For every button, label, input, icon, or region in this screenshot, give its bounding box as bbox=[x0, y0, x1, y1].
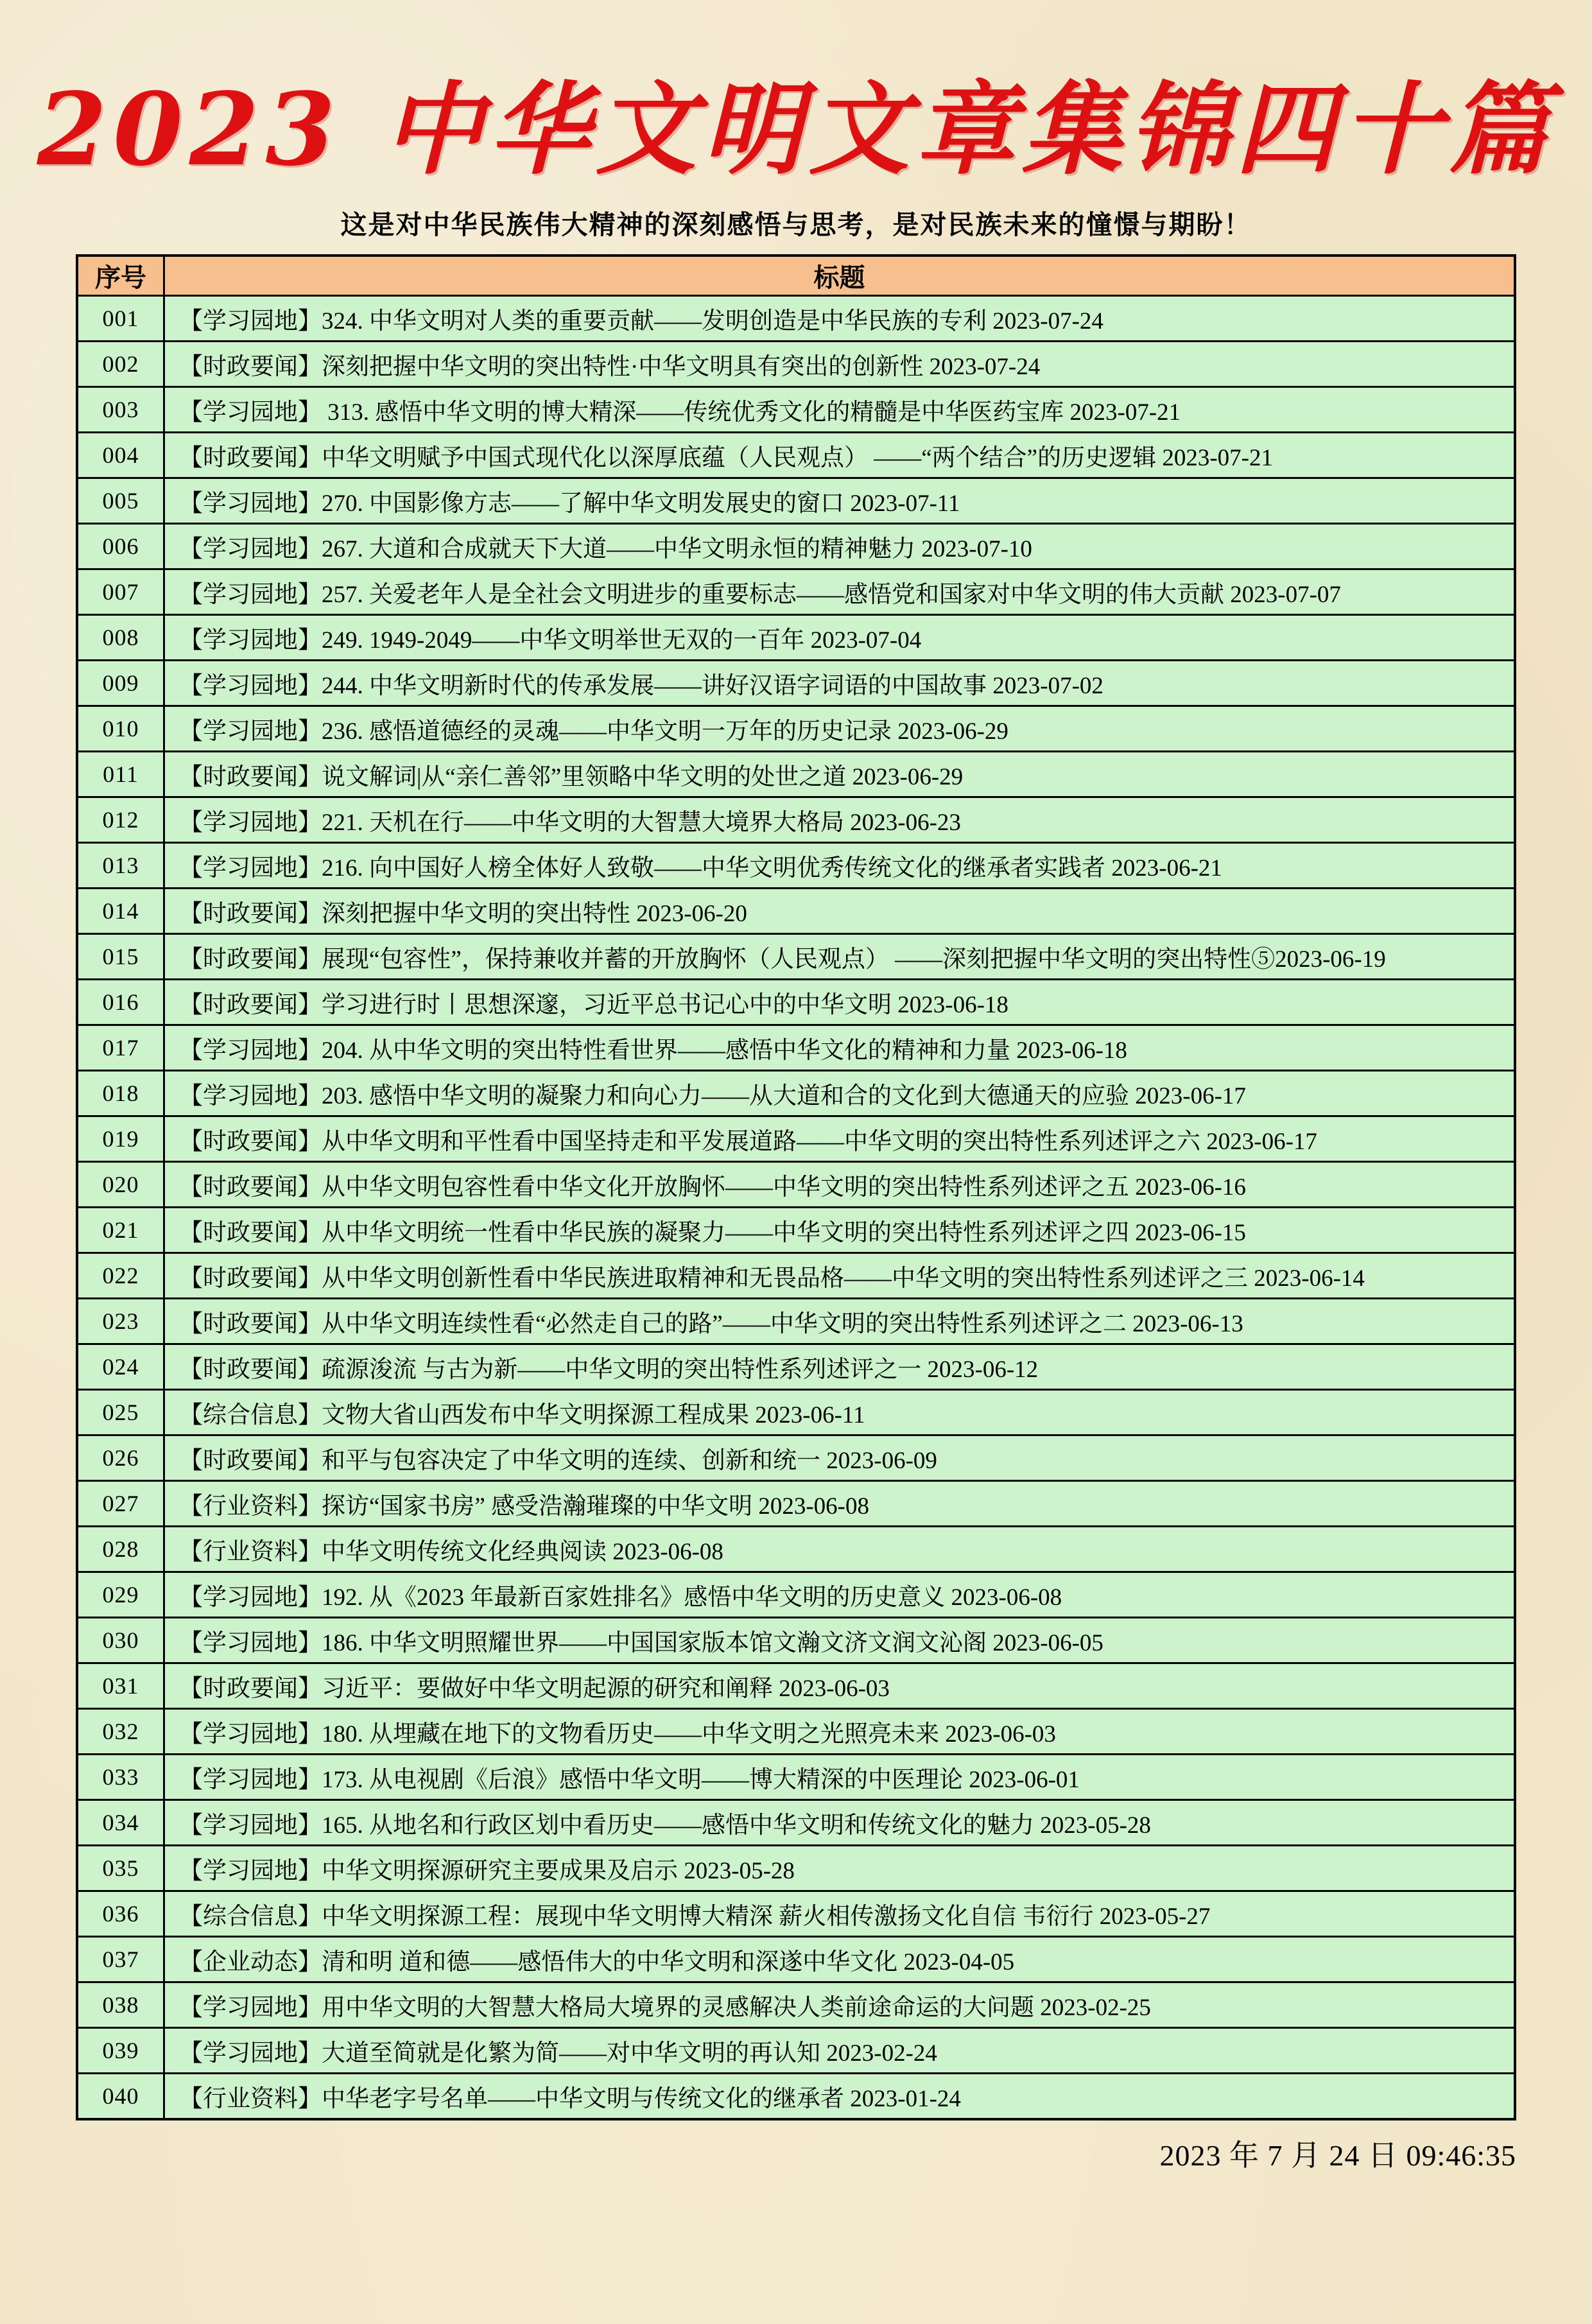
row-index: 011 bbox=[77, 752, 164, 797]
row-index: 035 bbox=[77, 1846, 164, 1891]
row-index: 038 bbox=[77, 1982, 164, 2028]
print-timestamp: 2023 年 7 月 24 日 09:46:35 bbox=[1159, 2139, 1516, 2172]
table-row bbox=[77, 569, 1515, 615]
row-index: 022 bbox=[77, 1253, 164, 1299]
row-title: 【时政要闻】疏源浚流 与古为新——中华文明的突出特性系列述评之一 2023-06-12 bbox=[164, 1344, 1516, 1390]
row-title: 【行业资料】中华文明传统文化经典阅读 2023-06-08 bbox=[164, 1527, 1516, 1572]
row-title: 【学习园地】257. 关爱老年人是全社会文明进步的重要标志——感悟党和国家对中华文明的伟大贡献 2023-07-07 bbox=[164, 569, 1516, 615]
row-title: 【学习园地】173. 从电视剧《后浪》感悟中华文明——博大精深的中医理论 2023-06-01 bbox=[164, 1755, 1516, 1800]
row-title: 【学习园地】204. 从中华文明的突出特性看世界——感悟中华文化的精神和力量 2023-06-18 bbox=[164, 1025, 1516, 1071]
table-row bbox=[77, 1435, 1515, 1481]
row-index: 005 bbox=[77, 478, 164, 524]
table-row bbox=[77, 1025, 1515, 1071]
row-title: 【企业动态】清和明 道和德——感悟伟大的中华文明和深遂中华文化 2023-04-05 bbox=[164, 1937, 1516, 1982]
row-index: 034 bbox=[77, 1800, 164, 1846]
table-row bbox=[77, 1116, 1515, 1162]
table-row bbox=[77, 296, 1515, 342]
row-index: 031 bbox=[77, 1663, 164, 1709]
table-row bbox=[77, 934, 1515, 980]
table-row bbox=[77, 1344, 1515, 1390]
row-index: 008 bbox=[77, 615, 164, 661]
table-row bbox=[77, 615, 1515, 661]
row-title: 【时政要闻】深刻把握中华文明的突出特性 2023-06-20 bbox=[164, 889, 1516, 934]
row-title: 【综合信息】文物大省山西发布中华文明探源工程成果 2023-06-11 bbox=[164, 1390, 1516, 1435]
row-index: 023 bbox=[77, 1299, 164, 1344]
row-index: 013 bbox=[77, 843, 164, 889]
row-title: 【学习园地】180. 从埋藏在地下的文物看历史——中华文明之光照亮未来 2023-06-03 bbox=[164, 1709, 1516, 1755]
row-index: 024 bbox=[77, 1344, 164, 1390]
table-row bbox=[77, 1390, 1515, 1435]
row-title: 【学习园地】267. 大道和合成就天下大道——中华文明永恒的精神魅力 2023-07-10 bbox=[164, 524, 1516, 569]
row-title: 【学习园地】216. 向中国好人榜全体好人致敬——中华文明优秀传统文化的继承者实践者 2023-06-21 bbox=[164, 843, 1516, 889]
table-row bbox=[77, 2074, 1515, 2120]
table-row bbox=[77, 1846, 1515, 1891]
row-index: 025 bbox=[77, 1390, 164, 1435]
table-row bbox=[77, 478, 1515, 524]
table-row bbox=[77, 524, 1515, 569]
row-index: 006 bbox=[77, 524, 164, 569]
table-row bbox=[77, 661, 1515, 706]
article-table-header bbox=[77, 256, 1515, 296]
row-index: 014 bbox=[77, 889, 164, 934]
row-title: 【时政要闻】从中华文明连续性看“必然走自己的路”——中华文明的突出特性系列述评之二 2023-06-13 bbox=[164, 1299, 1516, 1344]
row-index: 007 bbox=[77, 569, 164, 615]
row-title: 【时政要闻】从中华文明创新性看中华民族进取精神和无畏品格——中华文明的突出特性系列述评之三 2023-06-14 bbox=[164, 1253, 1516, 1299]
table-row bbox=[77, 1253, 1515, 1299]
row-title: 【学习园地】221. 天机在行——中华文明的大智慧大境界大格局 2023-06-23 bbox=[164, 797, 1516, 843]
row-index: 032 bbox=[77, 1709, 164, 1755]
table-row bbox=[77, 1299, 1515, 1344]
table-row bbox=[77, 1937, 1515, 1982]
row-title: 【学习园地】270. 中国影像方志——了解中华文明发展史的窗口 2023-07-11 bbox=[164, 478, 1516, 524]
row-index: 002 bbox=[77, 342, 164, 387]
row-index: 033 bbox=[77, 1755, 164, 1800]
article-table bbox=[76, 254, 1516, 2120]
row-title: 【学习园地】186. 中华文明照耀世界——中国国家版本馆文瀚文济文润文沁阁 2023-06-05 bbox=[164, 1618, 1516, 1663]
row-title: 【时政要闻】说文解词|从“亲仁善邻”里领略中华文明的处世之道 2023-06-29 bbox=[164, 752, 1516, 797]
header-row bbox=[77, 256, 1515, 296]
table-row bbox=[77, 1755, 1515, 1800]
table-row bbox=[77, 1527, 1515, 1572]
table-row bbox=[77, 752, 1515, 797]
row-title: 【学习园地】 313. 感悟中华文明的博大精深——传统优秀文化的精髓是中华医药宝库 2023-07-21 bbox=[164, 387, 1516, 433]
row-title: 【时政要闻】展现“包容性”，保持兼收并蓄的开放胸怀（人民观点） ——深刻把握中华文明的突出特性⑤2023-06-19 bbox=[164, 934, 1516, 980]
row-title: 【时政要闻】中华文明赋予中国式现代化以深厚底蕴（人民观点） ——“两个结合”的历史逻辑 2023-07-21 bbox=[164, 433, 1516, 478]
row-index: 003 bbox=[77, 387, 164, 433]
row-index: 018 bbox=[77, 1071, 164, 1116]
table-row bbox=[77, 387, 1515, 433]
table-row bbox=[77, 1618, 1515, 1663]
row-title: 【时政要闻】从中华文明和平性看中国坚持走和平发展道路——中华文明的突出特性系列述评之六 2023-06-17 bbox=[164, 1116, 1516, 1162]
row-title: 【行业资料】中华老字号名单——中华文明与传统文化的继承者 2023-01-24 bbox=[164, 2074, 1516, 2120]
row-title: 【学习园地】用中华文明的大智慧大格局大境界的灵感解决人类前途命运的大问题 2023-02-25 bbox=[164, 1982, 1516, 2028]
row-title: 【综合信息】中华文明探源工程：展现中华文明博大精深 薪火相传激扬文化自信 韦衍行 2023-05-27 bbox=[164, 1891, 1516, 1937]
row-index: 004 bbox=[77, 433, 164, 478]
row-title: 【学习园地】236. 感悟道德经的灵魂——中华文明一万年的历史记录 2023-06-29 bbox=[164, 706, 1516, 752]
table-row bbox=[77, 1709, 1515, 1755]
page-subtitle: 这是对中华民族伟大精神的深刻感悟与思考，是对民族未来的憧憬与期盼！ bbox=[340, 210, 1252, 240]
row-title: 【时政要闻】从中华文明统一性看中华民族的凝聚力——中华文明的突出特性系列述评之四 2023-06-15 bbox=[164, 1208, 1516, 1253]
row-index: 015 bbox=[77, 934, 164, 980]
row-index: 012 bbox=[77, 797, 164, 843]
row-title: 【学习园地】324. 中华文明对人类的重要贡献——发明创造是中华民族的专利 2023-07-24 bbox=[164, 296, 1516, 342]
row-index: 009 bbox=[77, 661, 164, 706]
table-row bbox=[77, 1208, 1515, 1253]
page-title: 2023 中华文明文章集锦四十篇 bbox=[37, 71, 1555, 188]
row-index: 001 bbox=[77, 296, 164, 342]
row-title: 【学习园地】244. 中华文明新时代的传承发展——讲好汉语字词语的中国故事 2023-07-02 bbox=[164, 661, 1516, 706]
table-row bbox=[77, 1572, 1515, 1618]
row-index: 027 bbox=[77, 1481, 164, 1527]
table-row bbox=[77, 433, 1515, 478]
row-index: 010 bbox=[77, 706, 164, 752]
row-title: 【时政要闻】学习进行时丨思想深邃，习近平总书记心中的中华文明 2023-06-18 bbox=[164, 980, 1516, 1025]
row-index: 021 bbox=[77, 1208, 164, 1253]
row-index: 039 bbox=[77, 2028, 164, 2074]
row-index: 017 bbox=[77, 1025, 164, 1071]
row-index: 019 bbox=[77, 1116, 164, 1162]
table-row bbox=[77, 1891, 1515, 1937]
table-row bbox=[77, 2028, 1515, 2074]
row-index: 040 bbox=[77, 2074, 164, 2120]
row-title: 【学习园地】大道至简就是化繁为简——对中华文明的再认知 2023-02-24 bbox=[164, 2028, 1516, 2074]
column-header-index: 序号 bbox=[77, 256, 164, 296]
document-page bbox=[0, 72, 1592, 2324]
article-table-body bbox=[77, 296, 1515, 2120]
row-title: 【学习园地】203. 感悟中华文明的凝聚力和向心力——从大道和合的文化到大德通天的应验 2023-06-17 bbox=[164, 1071, 1516, 1116]
row-title: 【学习园地】165. 从地名和行政区划中看历史——感悟中华文明和传统文化的魅力 2023-05-28 bbox=[164, 1800, 1516, 1846]
row-index: 036 bbox=[77, 1891, 164, 1937]
row-title: 【时政要闻】从中华文明包容性看中华文化开放胸怀——中华文明的突出特性系列述评之五 2023-06-16 bbox=[164, 1162, 1516, 1208]
row-title: 【学习园地】192. 从《2023 年最新百家姓排名》感悟中华文明的历史意义 2023-06-08 bbox=[164, 1572, 1516, 1618]
table-row bbox=[77, 1800, 1515, 1846]
row-index: 037 bbox=[77, 1937, 164, 1982]
table-row bbox=[77, 706, 1515, 752]
row-title: 【时政要闻】习近平：要做好中华文明起源的研究和阐释 2023-06-03 bbox=[164, 1663, 1516, 1709]
table-row bbox=[77, 843, 1515, 889]
table-row bbox=[77, 1071, 1515, 1116]
table-row bbox=[77, 1663, 1515, 1709]
row-index: 028 bbox=[77, 1527, 164, 1572]
row-title: 【时政要闻】深刻把握中华文明的突出特性·中华文明具有突出的创新性 2023-07-24 bbox=[164, 342, 1516, 387]
table-row bbox=[77, 980, 1515, 1025]
row-index: 030 bbox=[77, 1618, 164, 1663]
table-row bbox=[77, 1481, 1515, 1527]
row-title: 【学习园地】249. 1949-2049——中华文明举世无双的一百年 2023-07-04 bbox=[164, 615, 1516, 661]
table-row bbox=[77, 797, 1515, 843]
row-title: 【学习园地】中华文明探源研究主要成果及启示 2023-05-28 bbox=[164, 1846, 1516, 1891]
table-row bbox=[77, 1982, 1515, 2028]
table-row bbox=[77, 889, 1515, 934]
row-index: 020 bbox=[77, 1162, 164, 1208]
row-index: 029 bbox=[77, 1572, 164, 1618]
column-header-title: 标题 bbox=[164, 256, 1516, 296]
row-title: 【时政要闻】和平与包容决定了中华文明的连续、创新和统一 2023-06-09 bbox=[164, 1435, 1516, 1481]
row-index: 016 bbox=[77, 980, 164, 1025]
row-title: 【行业资料】探访“国家书房” 感受浩瀚璀璨的中华文明 2023-06-08 bbox=[164, 1481, 1516, 1527]
table-row bbox=[77, 1162, 1515, 1208]
table-row bbox=[77, 342, 1515, 387]
row-index: 026 bbox=[77, 1435, 164, 1481]
